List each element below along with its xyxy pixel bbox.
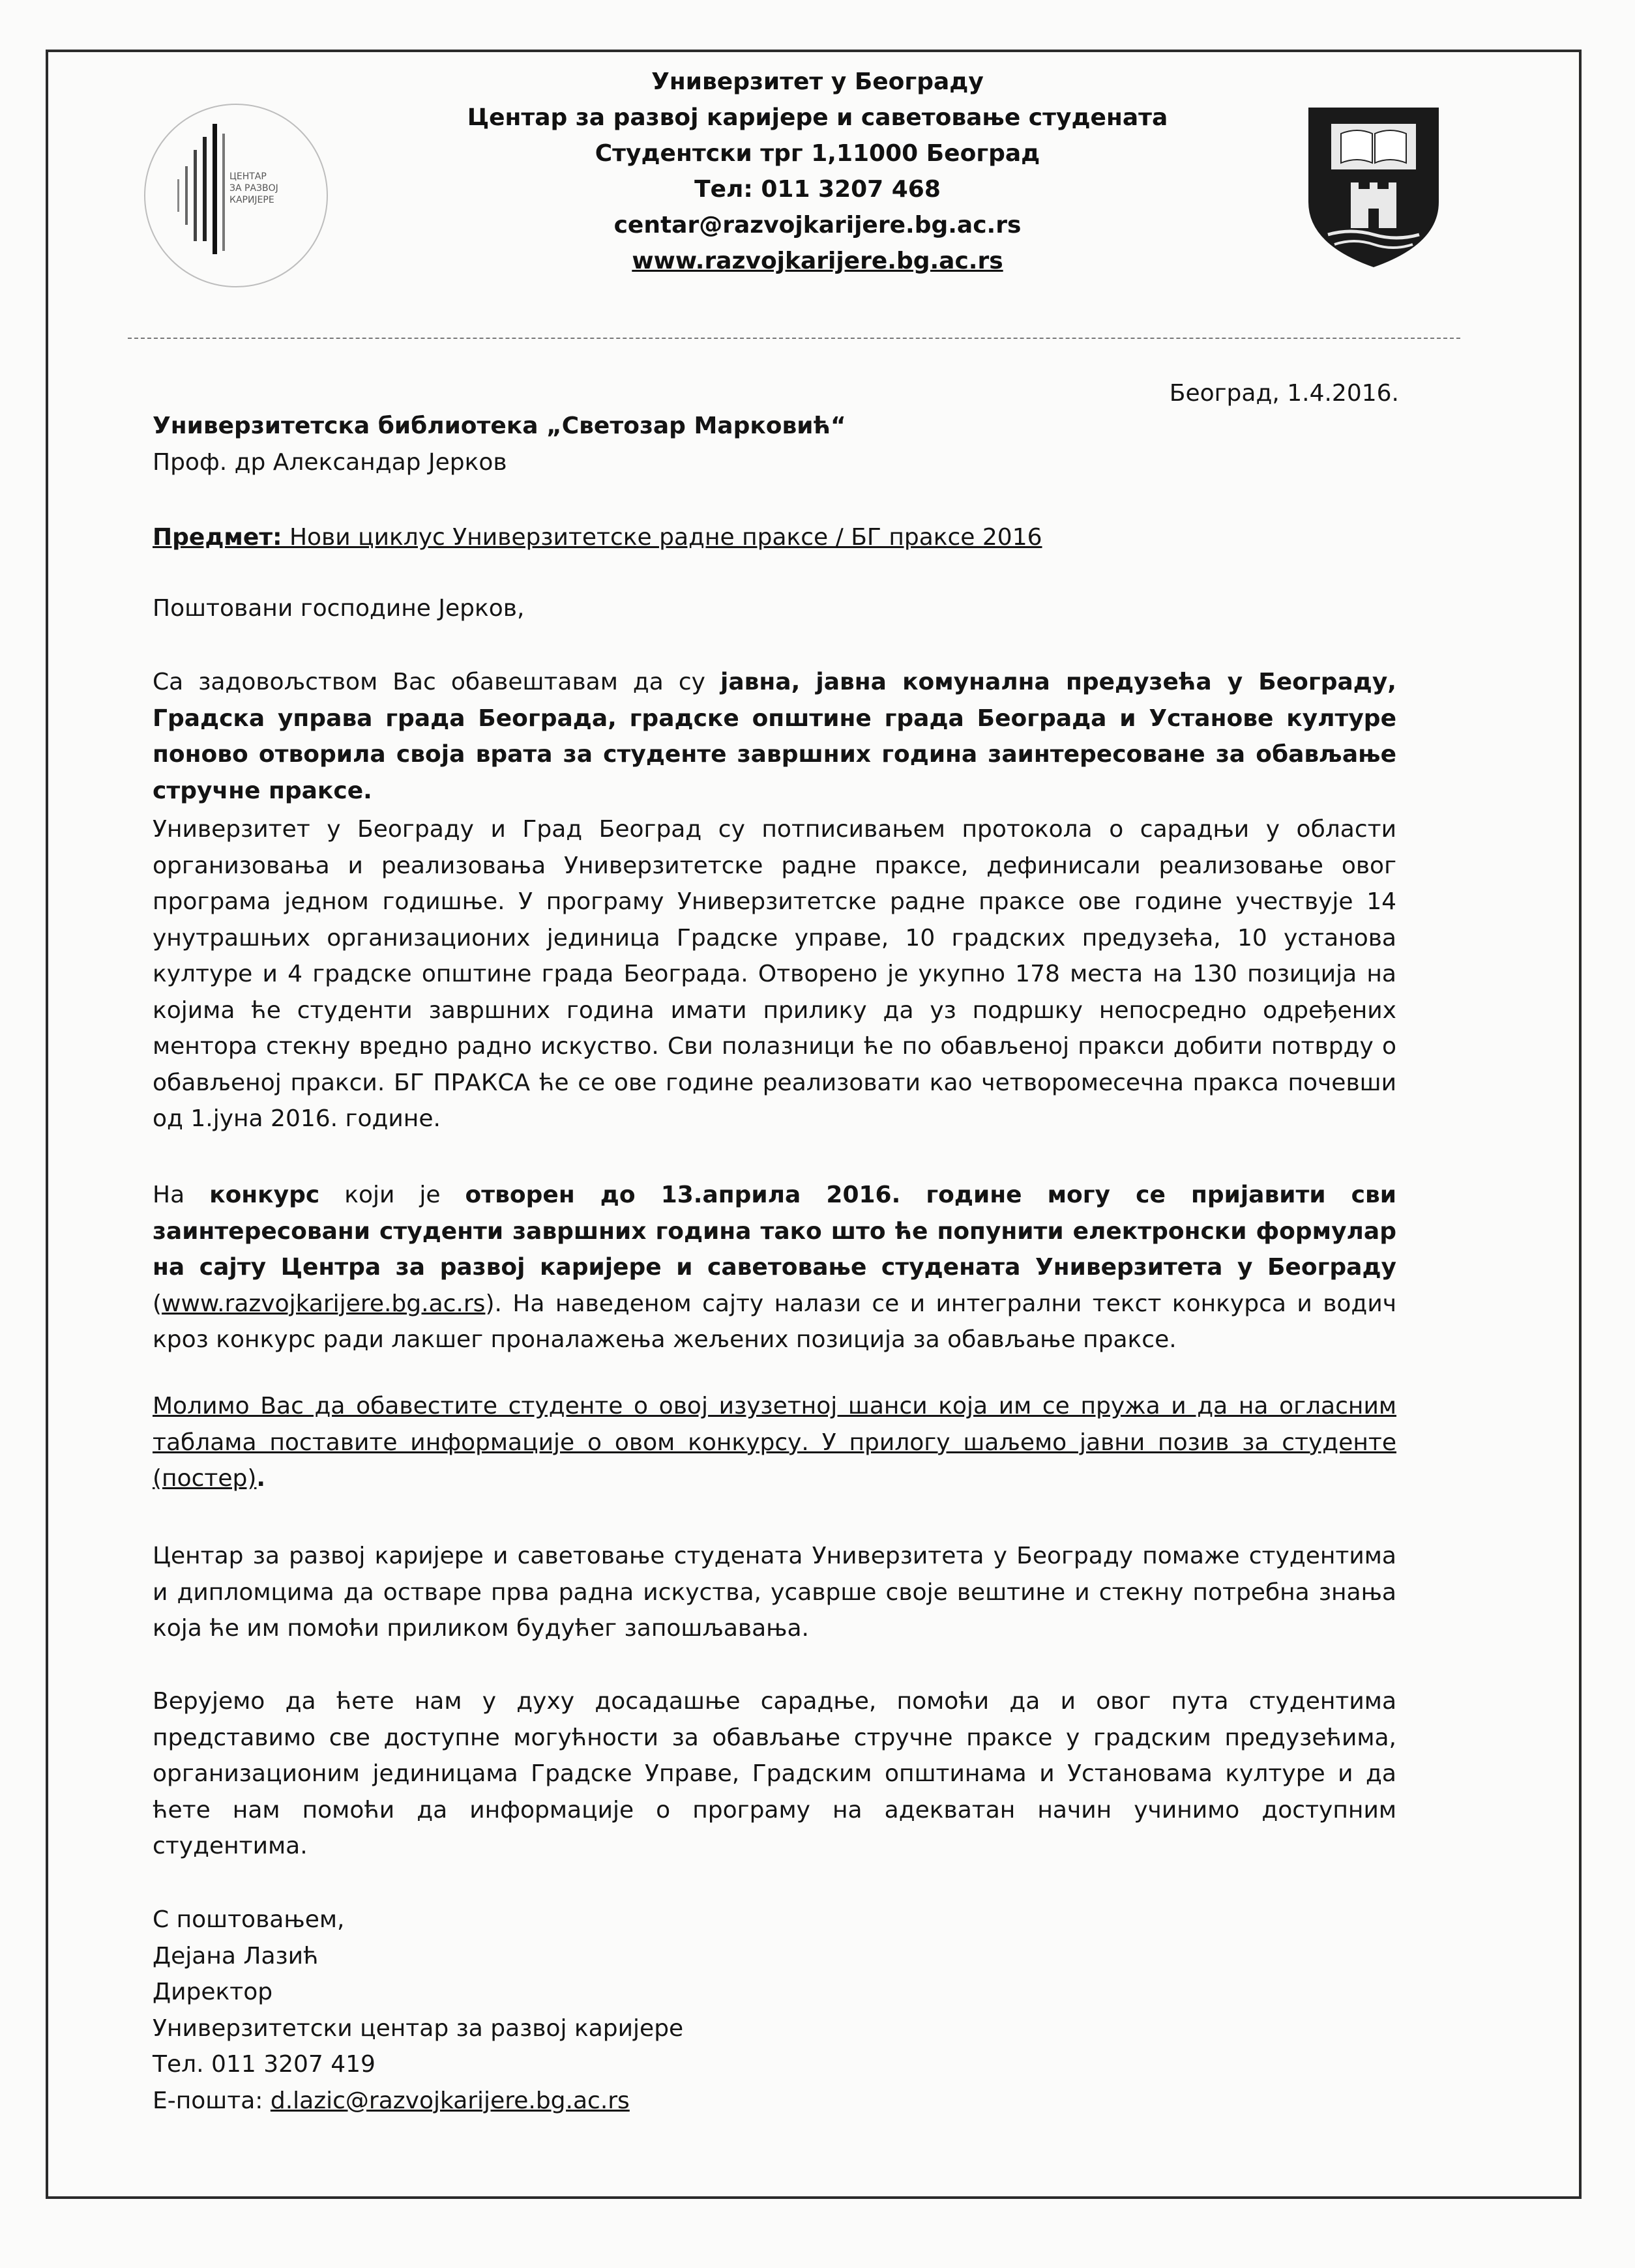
paragraph-3-a: На (153, 1182, 210, 1208)
subject-line (153, 519, 1396, 556)
letterhead-email: centar@razvojkarijere.bg.ac.rs (613, 212, 1022, 239)
paragraph-1 (153, 664, 1396, 809)
logo-text-2: ЗА РАЗВОЈ (229, 183, 278, 194)
signer-title: Директор (153, 1979, 273, 2005)
paragraph-5: Центар за развој каријере и саветовање студената Универзитета у Београду помаже студентима и дипломцима да остваре прва радна искуства, усаврше своје вештине и стекну потребна знања која ће им помоћи приликом будућег запошљавања. (153, 1543, 1396, 1642)
paragraph-3-b: конкурс (209, 1182, 320, 1208)
letterhead-phone: Тел: 011 3207 468 (694, 176, 941, 203)
letter-date: Београд, 1.4.2016. (1169, 380, 1399, 407)
signer-email-link[interactable]: d.lazic@razvojkarijere.bg.ac.rs (270, 2087, 630, 2114)
paragraph-2: Универзитет у Београду и Град Београд су потписивањем протокола о сарадњи у области организовања и реализовања Универзитетске радне праксе, дефинисали реализовање овог програма једном годишње. У програму Универзитетске радне праксе ове године учествује 14 унутрашњих организационих јединица Градске управе, 10 градских предузећа, 10 установа културе и 4 градске општине града Београда. Отворено је укупно 178 места на 130 позиција на којима ће студенти завршних година имати прилику да уз подршку непосредно одређених ментора стекну вредно радно искуство. Сви полазници ће по обављеној пракси добити потврду о обављеној пракси. БГ ПРАКСА ће се ове године реализовати као четворомесечна пракса почевши од 1.јуна 2016. године. (153, 816, 1396, 1132)
paragraph-3 (153, 1177, 1396, 1358)
website-link[interactable]: www.razvojkarijere.bg.ac.rs (162, 1290, 486, 1317)
letterhead-website[interactable]: www.razvojkarijere.bg.ac.rs (632, 248, 1003, 274)
paragraph-3-c: који је (319, 1182, 465, 1208)
recipient-person: Проф. др Александар Јерков (153, 448, 507, 476)
recipient-block (153, 408, 1396, 480)
header-divider (128, 338, 1460, 339)
paragraph-4-end: . (256, 1465, 266, 1492)
paragraph-3-f: ). На наведеном сајту налази се и интегрални текст конкурса и водич кроз конкурс ради лакшег проналажења жељених позиција за обављање праксе. (153, 1290, 1396, 1353)
logo-text-1: ЦЕНТАР (229, 171, 267, 182)
subject-label: Предмет: (153, 524, 282, 551)
signer-name: Дејана Лазић (153, 1942, 319, 1970)
greeting: Поштовани господине Јерков, (153, 595, 525, 622)
closing: С поштовањем, (153, 1906, 345, 1933)
paragraph-1-intro: Са задовољством Вас обавештавам да су (153, 669, 721, 695)
subject-text: Нови циклус Универзитетске радне праксе / БГ праксе 2016 (282, 524, 1042, 551)
signer-phone: Тел. 011 3207 419 (153, 2051, 376, 2078)
letterhead-address: Студентски трг 1,11000 Београд (595, 140, 1040, 167)
email-label: Е-пошта: (153, 2087, 271, 2114)
paragraph-6: Верујемо да ћете нам у духу досадашње сарадње, помоћи да и овог пута студентима представимо све доступне могућности за обављање стручне праксе у градским предузећима, организационим јединицама Градске Управе, Градским општинама и Установама културе и да ћете нам помоћи да информације о програму на адекватан начин учинимо доступним студентима. (153, 1688, 1396, 1859)
signature-block (153, 1902, 1396, 2119)
paragraph-3-d: отворен до 13.априла 2016. године могу се пријавити сви заинтересовани студенти завршних година тако што ће попунити електронски формулар на сајту Центра за развој каријере и саветовање студената Универзитета у Београду (153, 1182, 1397, 1281)
recipient-org: Универзитетска библиотека „Светозар Марковић“ (153, 413, 846, 439)
paragraph-4 (153, 1388, 1396, 1497)
paragraph-1-bold: јавна, јавна комунална предузећа у Београду, Градска управа града Београда, градске општине града Београда и Установе културе поново отворила своја врата за студенте завршних година заинтересоване за обављање стручне праксе. (153, 669, 1396, 804)
signer-org: Универзитетски центар за развој каријере (153, 2014, 684, 2042)
signer-email-line (153, 2083, 1396, 2119)
paragraph-4-text: Молимо Вас да обавестите студенте о овој изузетној шанси која им се пружа и да на огласним таблама поставите информације о овом конкурсу. У прилогу шаљемо јавни позив за студенте (постер) (153, 1393, 1396, 1492)
letterhead-university: Универзитет у Београду (651, 68, 984, 95)
paragraph-3-e: ( (153, 1290, 162, 1317)
letterhead-center: Центар за развој каријере и саветовање студената (467, 104, 1168, 131)
university-crest-icon (1305, 104, 1442, 271)
logo-text-3: КАРИЈЕРЕ (229, 195, 274, 205)
